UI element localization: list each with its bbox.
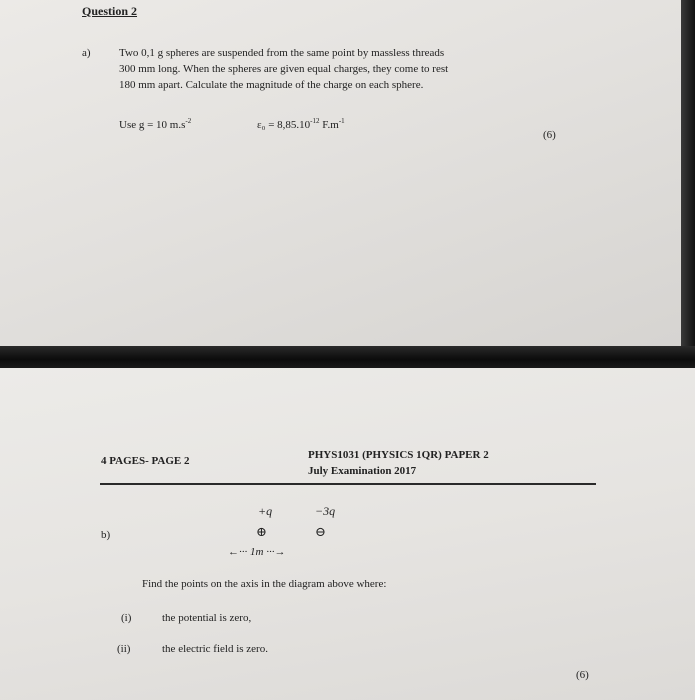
- part-b-marks: (6): [576, 669, 589, 681]
- part-b-label: b): [101, 529, 111, 541]
- part-a-line-1: Two 0,1 g spheres are suspended from the same point by massless threads: [119, 47, 445, 59]
- footer-exam: July Examination 2017: [308, 465, 417, 477]
- page-edge-shadow: [0, 346, 695, 368]
- part-b-question: Find the points on the axis in the diagram above where:: [142, 578, 387, 590]
- footer-course: PHYS1031 (PHYSICS 1QR) PAPER 2: [308, 449, 489, 461]
- positive-charge-icon: ⊕: [256, 524, 267, 539]
- background-edge: [681, 0, 695, 346]
- part-a-label: a): [82, 47, 91, 59]
- given-gravity: Use g = 10 $m.s^{-2}$: [119, 117, 192, 131]
- item-i-text: the potential is zero,: [162, 612, 252, 624]
- part-a-line-2: 300 mm long. When the spheres are given equal charges, they come to rest: [119, 63, 449, 75]
- item-ii-number: (ii): [117, 643, 131, 655]
- exam-page-top: [0, 0, 681, 346]
- exam-page-bottom: [0, 368, 695, 700]
- item-ii-text: the electric field is zero.: [162, 643, 268, 655]
- distance-arrow: ←··· 1m ···→: [228, 546, 286, 558]
- part-a-marks: (6): [543, 129, 556, 141]
- part-a-line-3: 180 mm apart. Calculate the magnitude of the charge on each sphere.: [119, 79, 424, 91]
- item-i-number: (i): [121, 612, 132, 624]
- given-permittivity: $\varepsilon_0 = 8,85.10^{-12}$ $F.m^{-1}$: [257, 117, 345, 131]
- footer-divider: [100, 483, 596, 485]
- question-heading: Question 2: [82, 4, 138, 18]
- footer-pages: 4 PAGES- PAGE 2: [101, 455, 190, 467]
- charge-negative-label: −3q: [315, 504, 336, 518]
- negative-charge-icon: ⊖: [315, 524, 326, 539]
- charge-positive-label: +q: [258, 504, 273, 518]
